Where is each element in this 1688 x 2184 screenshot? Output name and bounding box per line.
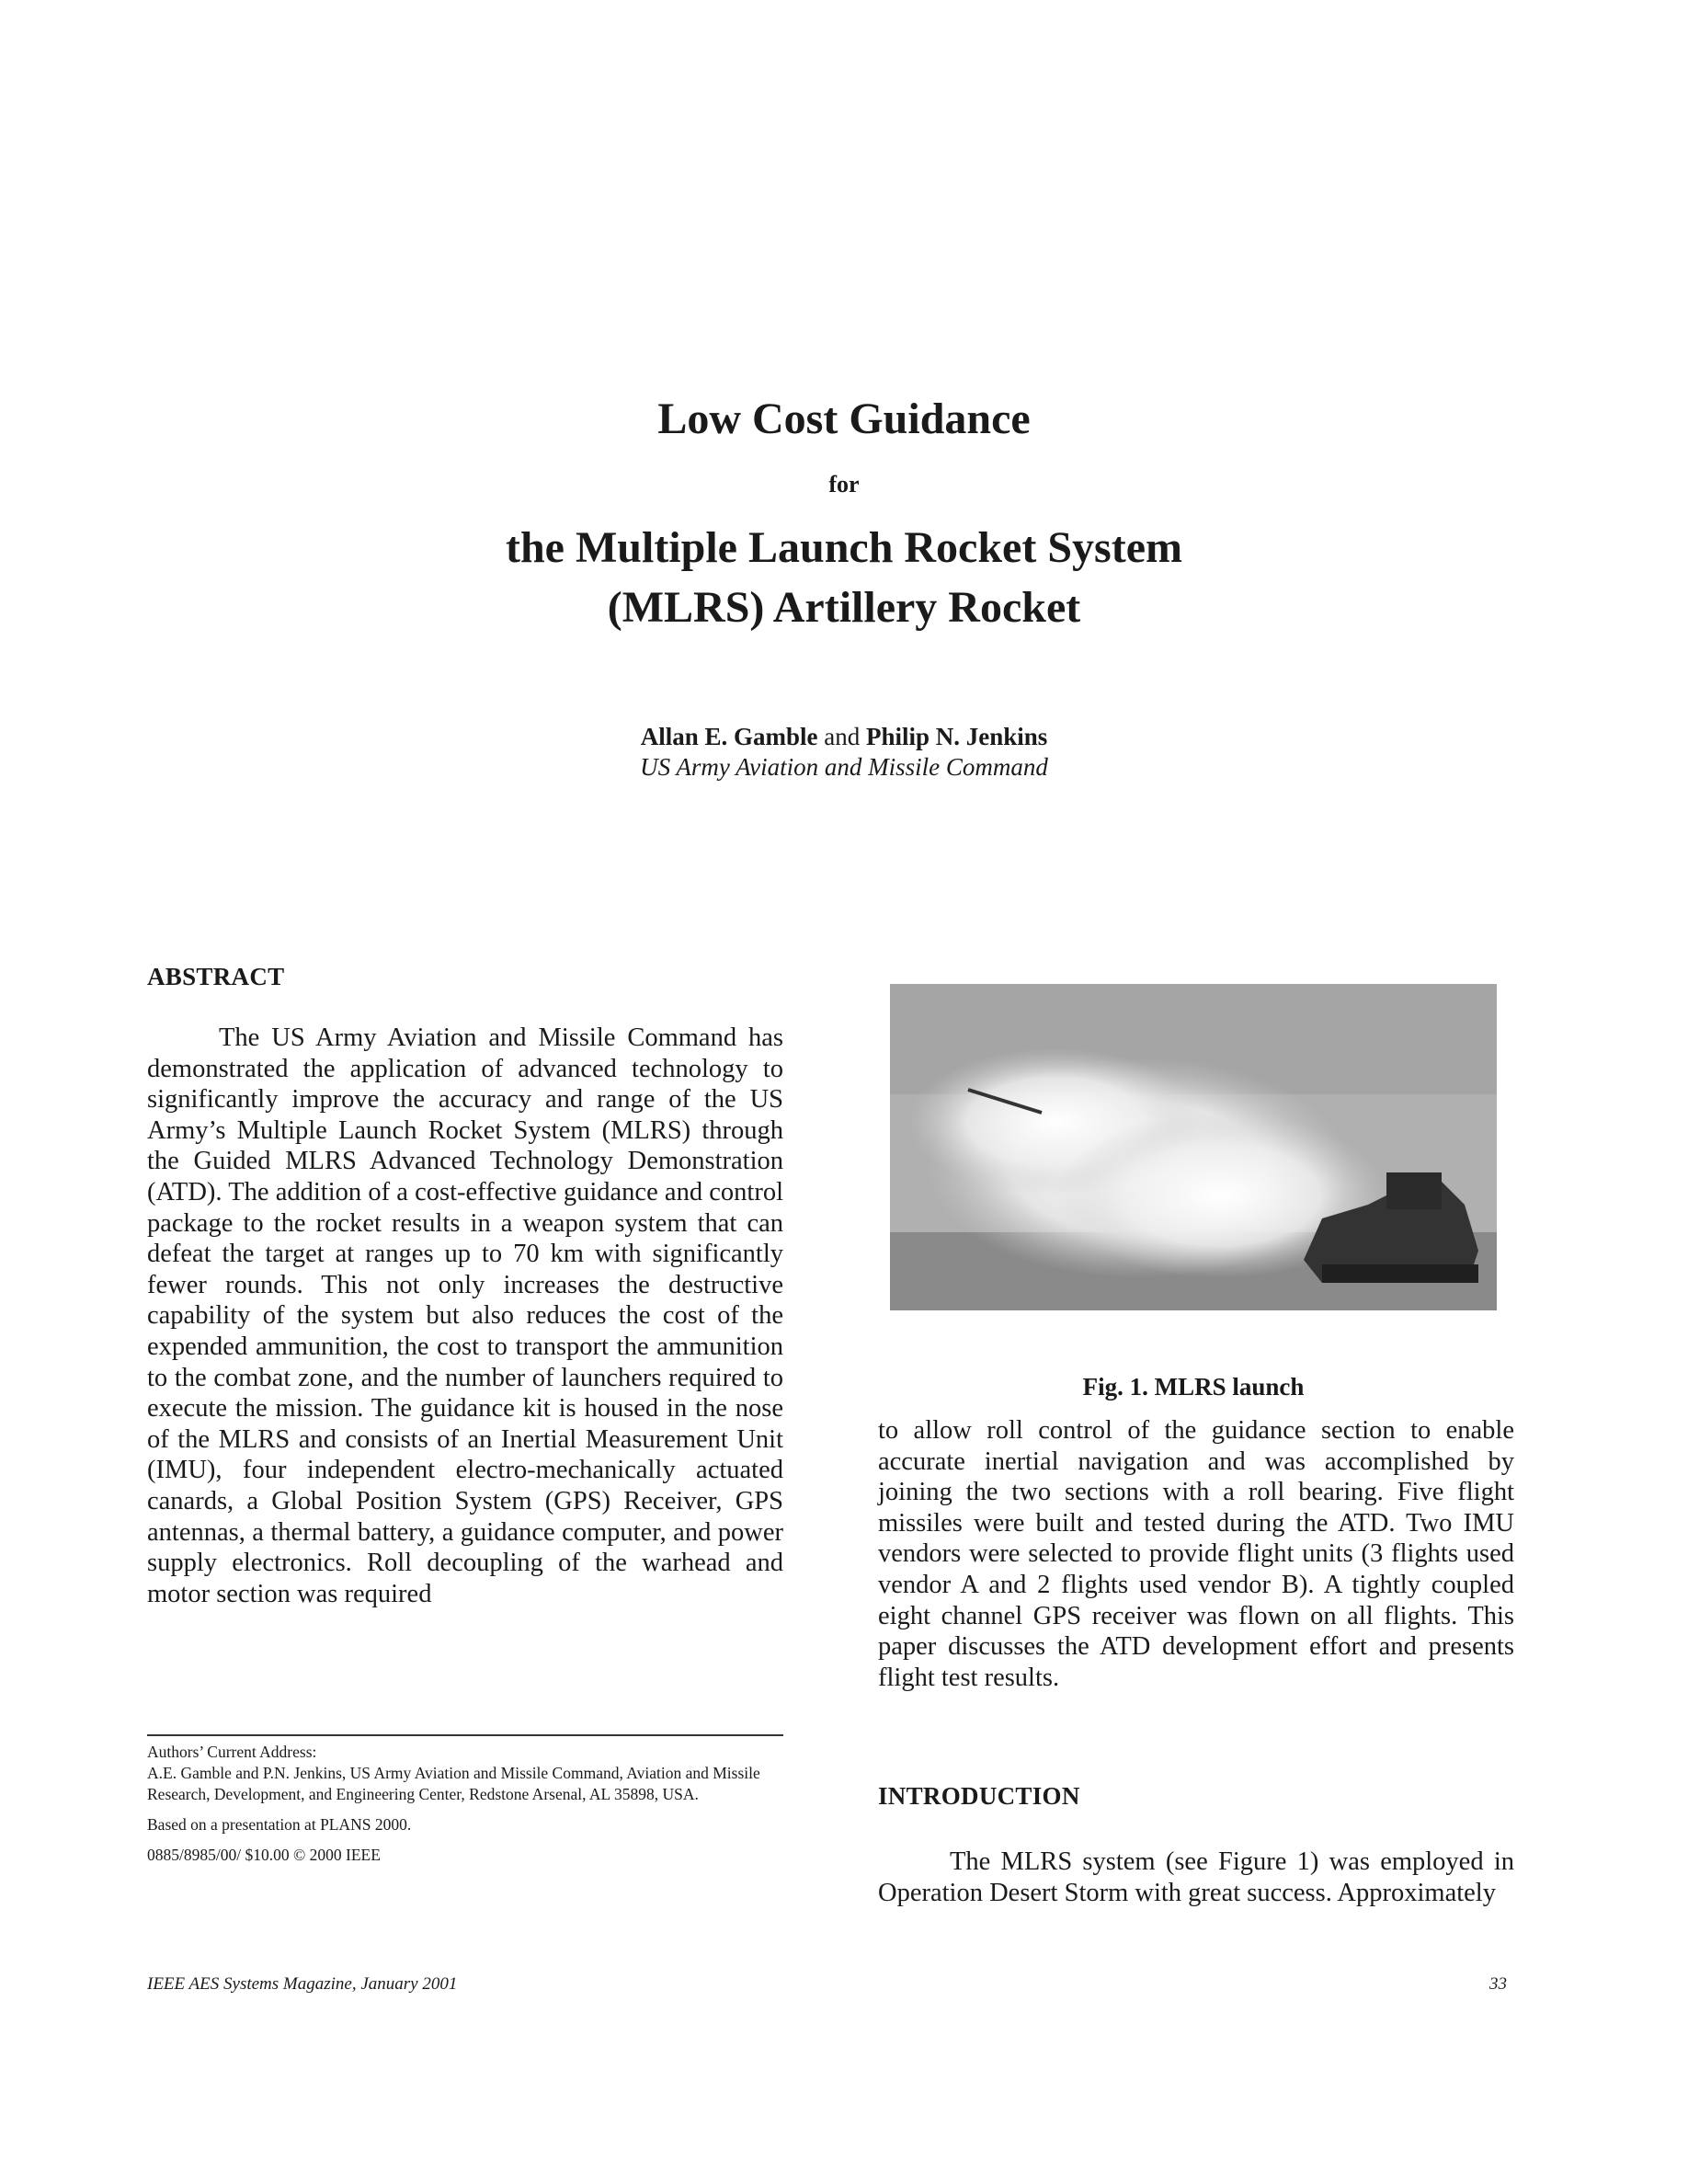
figure-caption: Fig. 1. MLRS launch [1082,1373,1305,1401]
author-line [0,723,1688,751]
author-and: and [824,723,861,750]
journal-footer: IEEE AES Systems Magazine, January 2001 [147,1974,458,1994]
footnote-divider [147,1734,783,1736]
abstract-heading: ABSTRACT [147,963,285,990]
introduction-heading: INTRODUCTION [878,1782,1080,1810]
mlrs-launch-figure [890,984,1497,1310]
footnote-copyright: 0885/8985/00/ $10.00 © 2000 IEEE [147,1846,381,1864]
paper-title-line3: (MLRS) Artillery Rocket [607,583,1081,632]
abstract-body [147,1023,783,1609]
abstract-continuation-text: to allow roll control of the guidance section to enable accurate inertial navigation and was accomplished by joining the two sections with a roll bearing. Five flight missiles were built and tested during the ATD. Two IMU vendors were selected to provide flight units (3 flights used vendor A and 2 flights used vendor B). A tightly coupled eight channel GPS receiver was flown on all flights. This paper discusses the ATD development effort and presents flight test results. [878,1416,1514,1692]
abstract-text: The US Army Aviation and Missile Command has demonstrated the application of advanced technology to significantly improve the accuracy and range of the US Army’s Multiple Launch Rocket System (MLRS) through the Guided MLRS Advanced Technology Demonstration (ATD). The addition of a cost-effective guidance and control package to the rocket results in a weapon system that can defeat the target at ranges up to 70 km with significantly fewer rounds. This not only increases the destructive capability of the system but also reduces the cost of the expended ammunition, the cost to transport the ammunition to the combat zone, and the number of launchers required to execute the mission. The guidance kit is housed in the nose of the MLRS and consists of an Inertial Measurement Unit (IMU), four independent electro-mechanically actuated canards, a Global Position System (GPS) Receiver, GPS antennas, a thermal battery, a guidance computer, and power supply electronics. Roll decoupling of the warhead and motor section was required [147,1023,783,1608]
paper-title-line1: Low Cost Guidance [657,394,1031,443]
footnote-address: A.E. Gamble and P.N. Jenkins, US Army Aviation and Missile Command, Aviation and Missile Research, Development, and Engineering Center, Redstone Arsenal, AL 35898, USA. [147,1764,760,1803]
author-footnote [147,1742,783,1866]
author-name-1: Allan E. Gamble [640,723,818,750]
abstract-continuation [878,1415,1514,1693]
author-affiliation: US Army Aviation and Missile Command [640,753,1048,781]
paper-title-for: for [828,471,860,497]
author-name-2: Philip N. Jenkins [865,723,1048,750]
paper-title-line2: the Multiple Launch Rocket System [506,523,1182,572]
footnote-presentation: Based on a presentation at PLANS 2000. [147,1815,412,1834]
page-number: 33 [1489,1974,1507,1994]
mlrs-launch-photo [890,984,1497,1310]
introduction-body [878,1847,1514,1908]
introduction-text: The MLRS system (see Figure 1) was employed in Operation Desert Storm with great success. Approximately [878,1847,1514,1907]
footnote-label: Authors’ Current Address: [147,1743,317,1761]
